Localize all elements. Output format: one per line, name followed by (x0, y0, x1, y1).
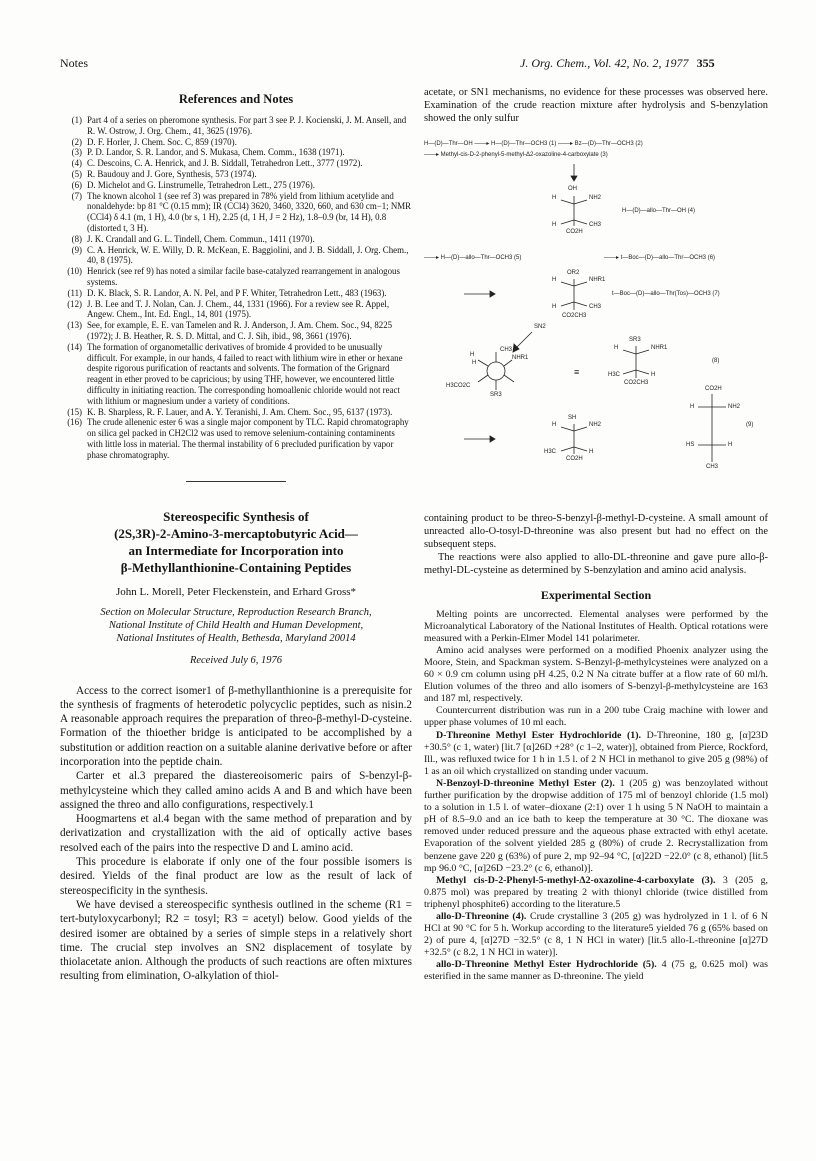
scheme-bonds (424, 134, 768, 504)
reference-item (60, 147, 412, 158)
reaction-scheme (424, 134, 768, 504)
reference-list (60, 115, 412, 461)
atom-label: CO2H (705, 385, 722, 392)
title-line: β-Methyllanthionine-Containing Peptides (120, 559, 352, 575)
atom-label: H (728, 441, 733, 448)
paragraph-text: D-Threonine, 180 g, [α]23D +30.5° (c 1, water) [lit.7 [α]26D +28° (c 1–2, water)], obtained from Pierce, Rockford, Ill., was refluxed twice for 1 h in 1.5 l. of 2 N HCl in methanol to give 205 g (98%) of 1 as an oil which crystallized on standing under vacuum. (424, 729, 768, 777)
experimental-paragraph (424, 609, 768, 645)
atom-label: H (690, 403, 695, 410)
experimental-paragraph (424, 911, 768, 959)
atom-label: NH2 (728, 403, 741, 410)
reference-text: J. B. Lee and T. J. Nolan, Can. J. Chem., 44, 1331 (1966). For a review see R. Appel, Angew. Chem., Int. Ed. Engl., 14, 801 (1975). (87, 298, 390, 320)
reference-item (60, 169, 412, 180)
received-date: Received July 6, 1976 (189, 654, 283, 666)
reference-item (60, 191, 412, 234)
article-title (60, 508, 412, 576)
reference-number: (8) (71, 233, 82, 244)
atom-label: H (552, 276, 557, 283)
paragraph-heading: N-Benzoyl-D-threonine Methyl Ester (2). (436, 777, 615, 789)
reference-item (60, 137, 412, 148)
reference-text: K. B. Sharpless, R. F. Lauer, and A. Y. Teranishi, J. Am. Chem. Soc., 95, 6137 (1973). (87, 406, 393, 417)
atom-label: NH2 (589, 194, 602, 201)
experimental-paragraph (424, 875, 768, 911)
compound-4-name: H—(D)—allo—Thr—OH (4) (622, 207, 696, 214)
compound-7-name: t—Boc—(D)—allo—Thr(Tos)—OCH3 (7) (612, 290, 720, 297)
reference-item (60, 115, 412, 137)
post-scheme-text (424, 512, 768, 578)
body-paragraph: containing product to be threo-S-benzyl-β-methyl-D-cysteine. A small amount of unreacted allo-O-tosyl-D-threonine was also present but had no effect on the subsequent steps. (424, 512, 768, 551)
reference-number: (9) (71, 244, 82, 255)
affiliation-line: National Institute of Child Health and Human Development, (108, 619, 364, 631)
sn2-label: SN2 (534, 323, 546, 330)
title-line: Stereospecific Synthesis of (163, 508, 309, 524)
reference-item (60, 266, 412, 288)
atom-label: CO2CH3 (562, 312, 587, 319)
affiliation (60, 606, 412, 645)
atom-label: H3C (608, 371, 621, 378)
atom-label: NHR1 (589, 276, 606, 283)
paragraph-text: Melting points are uncorrected. Elemental analyses were performed by the Microanalytical Laboratory of the National Institutes of Health. Optical rotations were measured with a Perkin-Elmer Model 141 polarimeter. (424, 608, 768, 644)
reference-item (60, 245, 412, 267)
paragraph-heading: Methyl cis-D-2-Phenyl-5-methyl-Δ2-oxazoline-4-carboxylate (3). (436, 874, 716, 886)
atom-label: H3CO2C (446, 382, 471, 389)
reference-text: The crude allenenic ester 6 was a single major component by TLC. Rapid chromatography on silica gel packed in CH2Cl2 was used to remove selenium-containing contaminents with little loss in material. The thermal instability of 6 precluded purification by vapor phase chromatography. (87, 417, 409, 460)
atom-label: SH (568, 414, 577, 421)
reference-number: (10) (67, 266, 82, 277)
atom-label: H (552, 303, 557, 310)
atom-label: CH3 (589, 221, 602, 228)
right-column (424, 86, 768, 984)
reference-text: R. Baudouy and J. Gore, Synthesis, 573 (1974). (87, 168, 257, 179)
reference-item (60, 417, 412, 460)
atom-label: H3C (544, 448, 557, 455)
journal-citation: J. Org. Chem., Vol. 42, No. 2, 1977 (520, 56, 689, 70)
title-line: an Intermediate for Incorporation into (128, 542, 344, 558)
reference-text: The formation of organometallic derivatives of bromide 4 provided to be unusually difficult. For example, in our hands, 4 failed to react with lithium wire in ether or hexane despite rigorous purification of reactants and solvents. The formation of the Grignard reagent in ether proved to be capricious; by using THF, however, we encountered little difficulty in initiating reaction. The corresponding homoallenic chloride would not react with lithium or magnesium under a variety of conditions. (87, 341, 403, 406)
atom-label: CH3 (706, 463, 719, 470)
paragraph-heading: allo-D-Threonine (4). (436, 910, 527, 922)
atom-label: CH3 (589, 303, 602, 310)
reference-item (60, 234, 412, 245)
experimental-paragraph (424, 705, 768, 729)
atom-label: H (614, 344, 619, 351)
body-paragraph: Carter et al.3 prepared the diastereoisomeric pairs of S-benzyl-β-methylcysteine which they called amino acids A and B and which have been assigned the threo and allo configurations, respectively.1 (60, 770, 412, 811)
experimental-paragraph (424, 778, 768, 875)
reference-number: (2) (71, 136, 82, 147)
atom-label: NH2 (589, 421, 602, 428)
scheme-step-6: ——▸ t—Boc—(D)—allo—Thr—OCH3 (6) (604, 254, 716, 261)
experimental-paragraph (424, 730, 768, 778)
reference-text: D. Michelot and G. Linstrumelle, Tetrahedron Lett., 275 (1976). (87, 179, 315, 190)
atom-label: CO2H (566, 228, 583, 235)
reference-number: (13) (67, 320, 82, 331)
reference-text: C. Descoins, C. A. Henrick, and J. B. Siddall, Tetrahedron Lett., 3777 (1972). (87, 158, 363, 169)
section-divider (186, 481, 286, 482)
atom-label: H (589, 448, 594, 455)
reference-text: The known alcohol 1 (see ref 3) was prepared in 78% yield from lithium acetylide and nonaldehyde: bp 81 °C (0.15 mm); IR (CCl4) 3620, 3460, 3320, 660, and 630 cm−1; NMR (CCl4) δ 4.1 (m, 1 H), 4.0 (br s, 1 H), 2.25 (d, 1 H, J = 2 Hz), 1.8–0.9 (br, 14 H), 0.8 (distorted t, 3 H). (87, 190, 412, 233)
scheme-step-oxazoline: ——▸ Methyl-cis-D-2-phenyl-5-methyl-Δ2-oxazoline-4-carboxylate (3) (424, 151, 608, 158)
reference-number: (16) (67, 417, 82, 428)
reference-text: Part 4 of a series on pheromone synthesis. For part 3 see P. J. Kocienski, J. M. Ansell, and R. W. Ostrow, J. Org. Chem., 41, 3625 (1976). (87, 115, 407, 136)
reference-number: (4) (71, 158, 82, 169)
reference-item (60, 180, 412, 191)
atom-label: SR3 (629, 336, 641, 343)
reference-text: D. K. Black, S. R. Landor, A. N. Pel, and P F. Whiter, Tetrahedron Lett., 483 (1963). (87, 287, 387, 298)
experimental-paragraph (424, 645, 768, 705)
atom-label: H (552, 421, 557, 428)
experimental-paragraph (424, 959, 768, 983)
body-paragraph: Access to the correct isomer1 of β-methyllanthionine is a prerequisite for the synthesis of fragments of heterodetic polycyclic peptides, such as nisin.2 A reasonable approach requires the preparation of threo-β-methyl-D-cysteine. Formation of the thioether bridge is anticipated to be accomplished by a substitution or addition reaction on a suitable alanine derivative before or after incorporation into the peptide chain. (60, 684, 412, 768)
paragraph-text: 3 (205 g, 0.875 mol) was prepared by treating 2 with thionyl chloride (twice distilled from triphenyl phosphite6) according to the literature.5 (424, 874, 768, 910)
atom-label: NHR1 (512, 354, 529, 361)
reference-number: (14) (67, 341, 82, 352)
reference-number: (15) (67, 406, 82, 417)
references-title: References and Notes (178, 92, 294, 106)
reference-number: (3) (71, 147, 82, 158)
atom-label: OR2 (567, 269, 580, 276)
scheme-step-1: H—(D)—Thr—OH ——▸ H—(D)—Thr—OCH3 (1) ——▸ Bz—(D)—Thr—OCH3 (2) (424, 140, 643, 147)
reference-text: See, for example, E. E. van Tamelen and R. J. Anderson, J. Am. Chem. Soc., 94, 8225 (1972); J. B. Heather, R. S. D. Mittal, and C. J. Sih, ibid., 98, 3661 (1976). (87, 320, 393, 341)
reference-number: (1) (71, 115, 82, 125)
reference-item (60, 407, 412, 418)
reference-number: (6) (71, 179, 82, 190)
paragraph-text: Crude crystalline 3 (205 g) was hydrolyzed in 1 l. of 6 N HCl at 90 °C for 5 h. Workup according to the literature5 yielded 76 g (65% based on 2) of pure 4, [α]27D −32.5° (c 8, 1 N HCl in water) [lit.5 allo-L-threonine [α]27D +32.5° (c 8.2, 1 N HCl in water)]. (424, 910, 768, 959)
atom-label: OH (568, 185, 577, 192)
atom-label: SR3 (490, 391, 502, 398)
running-head-journal (520, 56, 715, 71)
compound-9-label: (9) (746, 421, 754, 428)
paragraph-text: Countercurrent distribution was run in a 200 tube Craig machine with lower and upper phase volumes of 10 ml each. (424, 705, 768, 729)
author-list: John L. Morell, Peter Fleckenstein, and Erhard Gross* (115, 585, 357, 598)
atom-label: CH3 (500, 346, 513, 353)
reference-text: D. F. Horler, J. Chem. Soc. C, 859 (1970). (87, 136, 237, 147)
atom-label: CO2H (566, 455, 583, 462)
atom-label: H (552, 221, 557, 228)
paragraph-text: 4 (75 g, 0.625 mol) was esterified in the same manner as D-threonine. The yield (424, 959, 768, 983)
reference-item (60, 342, 412, 407)
paragraph-heading: allo-D-Threonine Methyl Ester Hydrochloride (5). (436, 959, 657, 971)
affiliation-line: Section on Molecular Structure, Reproduction Research Branch, (100, 606, 372, 618)
reference-text: Henrick (see ref 9) has noted a similar facile base-catalyzed rearrangement in analogous systems. (87, 266, 400, 287)
reference-text: J. K. Crandall and G. L. Tindell, Chem. Commun., 1411 (1970). (87, 233, 315, 244)
reference-number: (11) (67, 287, 82, 298)
body-paragraph: This procedure is elaborate if only one of the four possible isomers is desired. Yields of the final product are low as the result of lack of stereospecificity in the synthesis. (60, 856, 412, 897)
atom-label: H (651, 371, 656, 378)
reference-item (60, 288, 412, 299)
atom-label: NHR1 (651, 344, 668, 351)
atom-label: H (472, 359, 477, 366)
reference-text: C. A. Henrick, W. E. Willy, D. R. McKean, E. Baggiolini, and J. B. Siddall, J. Org. Chem., 40, 8 (1975). (87, 244, 409, 266)
body-paragraph: We have devised a stereospecific synthesis outlined in the scheme (R1 = tert-butyloxycarbonyl; R2 = tosyl; R3 = acetyl) below. Good yields of the desired isomer are obtained by a series of simple steps in a relatively short time. The crucial step involves an SN2 displacement of tosylate by thiolacetate anion. Although the products of such reactions are often mixtures resulting from elimination, O-alkylation of thiol- (60, 898, 412, 983)
body-paragraph: The reactions were also applied to allo-DL-threonine and gave pure allo-β-methyl-DL-cysteine as determined by S-benzylation and amino acid analysis. (424, 552, 768, 577)
scheme-step-5: ——▸ H—(D)—allo—Thr—OCH3 (5) (424, 254, 522, 261)
page-number: 355 (696, 56, 715, 70)
affiliation-line: National Institutes of Health, Bethesda, Maryland 20014 (116, 632, 356, 644)
compound-8-label: (8) (712, 357, 720, 364)
paragraph-text: 1 (205 g) was benzoylated without further purification by the dropwise addition of 175 ml of benzoyl chloride (1.5 mol) to a solution in 1.5 l. of water–dioxane (2:1) over 1 h using 5 N NaOH to maintain a pH of 8.5–9.0 and an ice bath to keep the temperature at 30 °C. The dioxane was removed under reduced pressure and the aqueous phase extracted with ethyl acetate. Evaporation of the solvent yielded 285 g (80%) of crude 2. Recrystallization from benzene gave 220 g (63%) of pure 2, mp 92–94 °C, [α]22D −22.0° (c 8, ethanol) [lit.5 mp 96.0 °C, [α]26D −23.2° (c 6, ethanol)]. (424, 777, 768, 874)
body-paragraph: acetate, or SN1 mechanisms, no evidence for these processes was observed here. Examination of the crude reaction mixture after hydrolysis and S-benzylation showed the only sulfur (424, 87, 768, 125)
left-column (60, 86, 412, 984)
reference-number: (5) (71, 168, 82, 179)
reference-item (60, 299, 412, 321)
equivalence-sign: ≡ (574, 366, 580, 377)
reference-number: (12) (67, 298, 82, 309)
paragraph-heading: D-Threonine Methyl Ester Hydrochloride (1). (436, 729, 641, 741)
experimental-title: Experimental Section (540, 587, 652, 602)
atom-label: CO2CH3 (624, 379, 649, 386)
atom-label: H (470, 351, 475, 358)
running-head-section: Notes (60, 56, 88, 70)
body-paragraph: Hoogmartens et al.4 began with the same method of preparation and by derivatization and crystallization with the aid of optically active bases resolved each of the pairs into the respective D and L amino acid. (60, 813, 412, 854)
reference-number: (7) (71, 190, 82, 201)
atom-label: H (552, 194, 557, 201)
atom-label: HS (686, 441, 695, 448)
experimental-body (424, 609, 768, 984)
title-line: (2S,3R)-2-Amino-3-mercaptobutyric Acid— (114, 525, 358, 541)
article-body (60, 684, 412, 984)
reference-item (60, 320, 412, 342)
reference-text: P. D. Landor, S. R. Landor, and S. Mukasa, Chem. Comm., 1638 (1971). (87, 147, 345, 158)
paragraph-text: Amino acid analyses were performed on a modified Phoenix analyzer using the Moore, Stein, and Spackman system. S-Benzyl-β-methylcysteines were analyzed on a 60 × 0.9 cm column using pH 4.25, 0.2 N Na citrate buffer at a flow rate of 60 ml/h. Elution volumes of the threo and allo isomers of S-benzyl-β-methylcysteine are 163 and 187 ml, respectively. (424, 644, 768, 705)
reference-item (60, 158, 412, 169)
